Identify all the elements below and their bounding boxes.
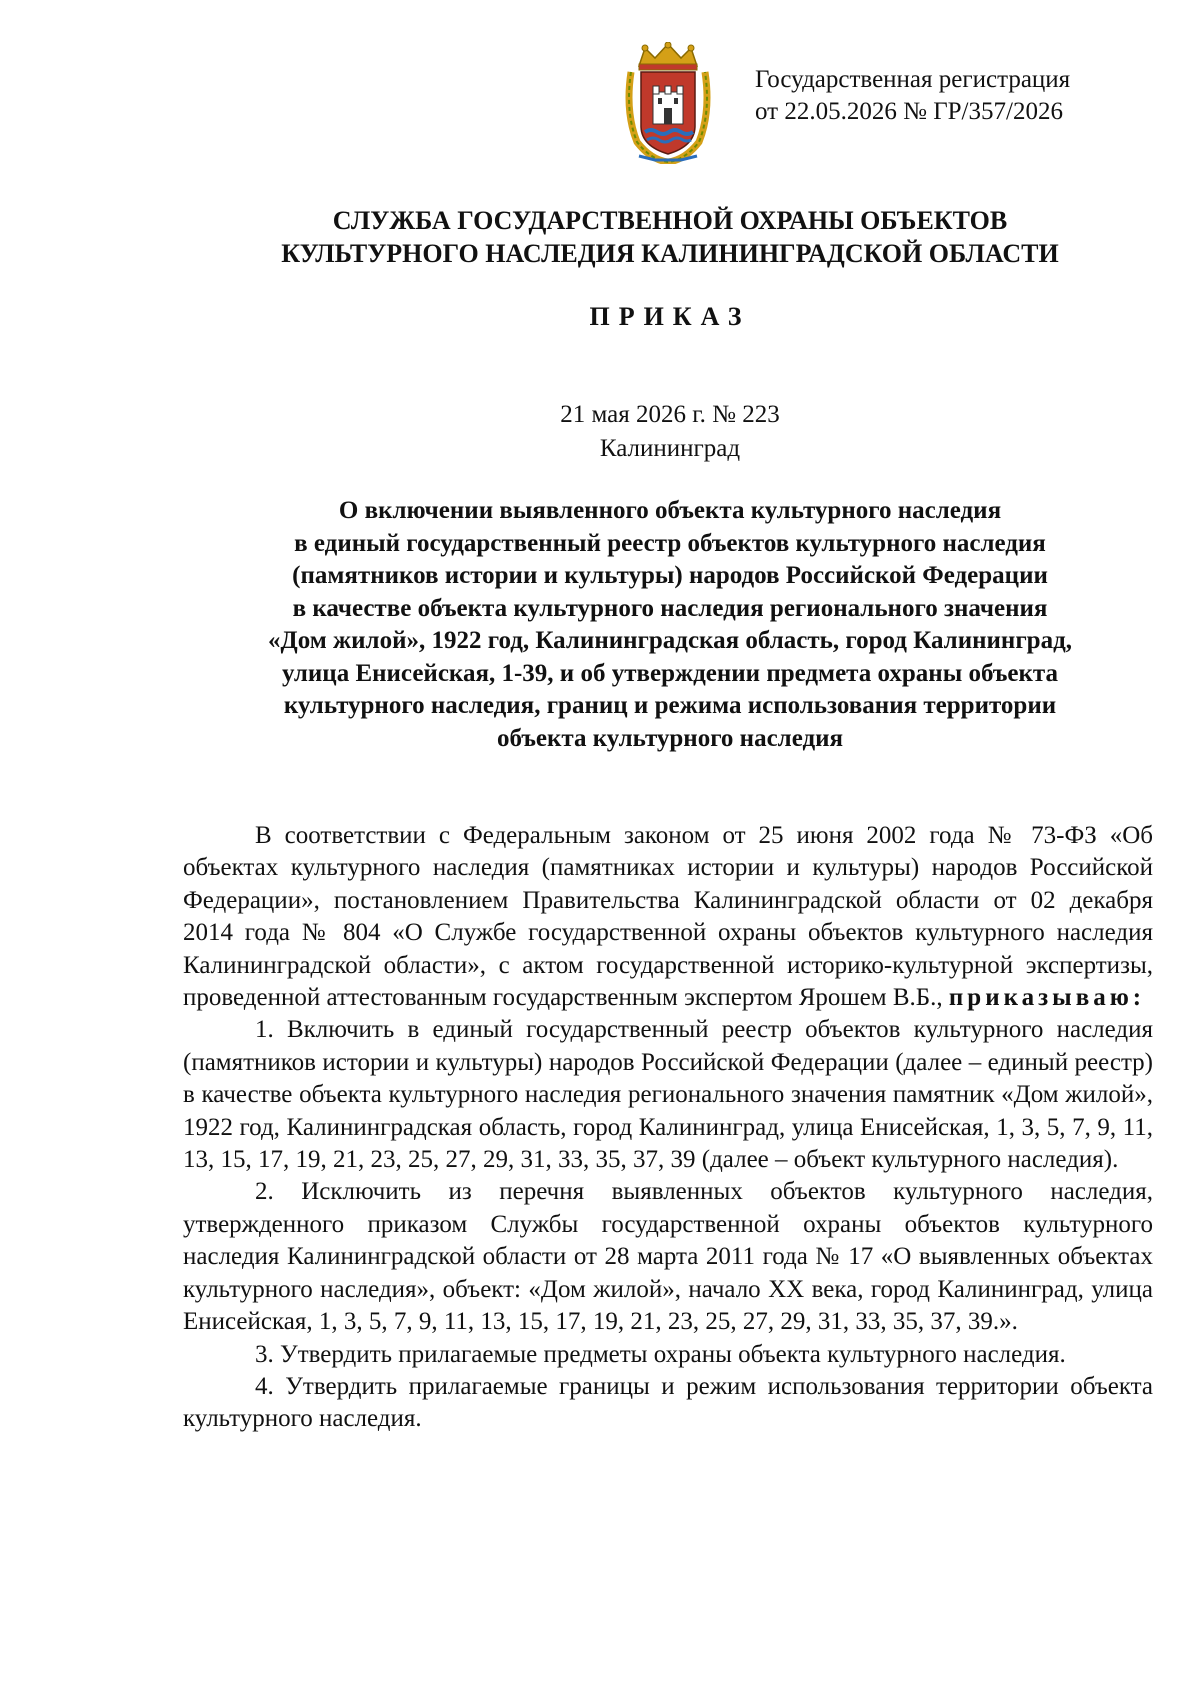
date-and-place bbox=[170, 398, 1170, 466]
organization-title-line1: СЛУЖБА ГОСУДАРСТВЕННОЙ ОХРАНЫ ОБЪЕКТОВ bbox=[332, 206, 1008, 235]
order-date-number: 21 мая 2026 г. № 223 bbox=[560, 401, 780, 428]
subject-line: улица Енисейская, 1-39, и об утверждении предмета охраны объекта bbox=[281, 659, 1058, 687]
subject-line: культурного наследия, границ и режима использования территории bbox=[283, 692, 1057, 719]
order-item-2: 2. Исключить из перечня выявленных объектов культурного наследия, утвержденного приказом Службы государственной охраны объектов культурного наследия Калининградской области от 28 марта 2011 года № 17 «О выявленных объектах культурного наследия», объект: «Дом жилой», начало XX века, город Калининград, улица Енисейская, 1, 3, 5, 7, 9, 11, 13, 15, 17, 19, 21, 23, 25, 27, 29, 31, 33, 35, 37, 39.». bbox=[183, 1178, 1153, 1336]
organization-title-line2: КУЛЬТУРНОГО НАСЛЕДИЯ КАЛИНИНГРАДСКОЙ ОБЛАСТИ bbox=[281, 239, 1059, 268]
subject-line: О включении выявленного объекта культурного наследия bbox=[338, 497, 1002, 524]
subject-line: в единый государственный реестр объектов культурного наследия bbox=[294, 529, 1046, 557]
order-subject bbox=[190, 495, 1150, 755]
preamble-paragraph bbox=[183, 820, 1153, 1014]
document-type: ПРИКАЗ bbox=[589, 302, 751, 331]
order-item-1: 1. Включить в единый государственный реестр объектов культурного наследия (памятников истории и культуры) народов Российской Федерации (далее – единый реестр) в качестве объекта культурного наследия регионального значения памятник «Дом жилой», 1922 год, Калининградская область, город Калининград, улица Енисейская, 1, 3, 5, 7, 9, 11, 13, 15, 17, 19, 21, 23, 25, 27, 29, 31, 33, 35, 37, 39 (далее – объект культурного наследия). bbox=[183, 1016, 1153, 1174]
state-registration-stamp bbox=[755, 64, 1070, 128]
subject-line: (памятников истории и культуры) народов Российской Федерации bbox=[292, 562, 1048, 589]
subject-line: в качестве объекта культурного наследия регионального значения bbox=[292, 594, 1048, 622]
registration-number: от 22.05.2026 № ГР/357/2026 bbox=[755, 98, 1063, 125]
organization-title bbox=[170, 204, 1170, 270]
order-city: Калининград bbox=[599, 435, 741, 462]
kaliningrad-coat-of-arms-icon bbox=[625, 42, 711, 164]
subject-line: «Дом жилой», 1922 год, Калининградская область, город Калининград, bbox=[268, 627, 1072, 654]
subject-line: объекта культурного наследия bbox=[496, 724, 844, 752]
registration-title: Государственная регистрация bbox=[755, 66, 1071, 93]
preamble-text: В соответствии с Федеральным законом от 25 июня 2002 года № 73-ФЗ «Об объектах культурного наследия (памятниках истории и культуры) народов Российской Федерации», постановлением Правительства Калининградской области от 02 декабря 2014 года № 804 «О Службе государственной охраны объектов культурного наследия Калининградской области», с актом государственной историко-культурной экспертизы, проведенной аттестованным государственным экспертом Ярошем В.Б., bbox=[183, 822, 1153, 1012]
order-item-3: 3. Утвердить прилагаемые предметы охраны объекта культурного наследия. bbox=[255, 1340, 1066, 1368]
order-word: приказываю: bbox=[948, 984, 1146, 1012]
order-item-4: 4. Утвердить прилагаемые границы и режим использования территории объекта культурного наследия. bbox=[183, 1372, 1153, 1433]
order-body bbox=[183, 820, 1153, 1436]
